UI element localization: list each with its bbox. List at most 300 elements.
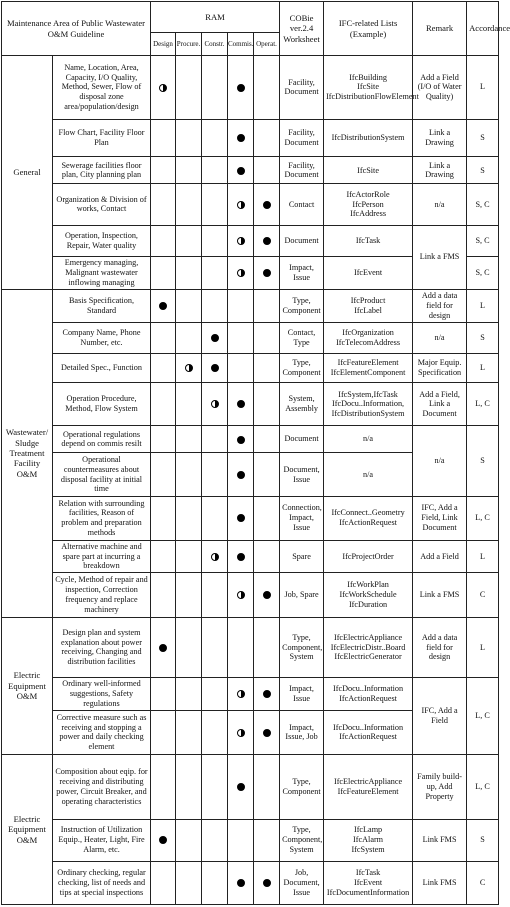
cobie-worksheet: Impact, Issue (280, 256, 324, 289)
accordance: S (467, 119, 499, 157)
ifc-entry: IfcDistributionSystem (331, 409, 405, 419)
ifc-list (324, 157, 413, 184)
remark: n/a (413, 184, 467, 225)
remark: Major Equip. Specification (413, 354, 467, 383)
ifc-list (324, 354, 413, 383)
remark: n/a (413, 322, 467, 353)
ram-cell (151, 56, 176, 120)
ifc-entry: IfcProduct (350, 295, 386, 305)
accordance: S, C (467, 184, 499, 225)
ram-cell (202, 383, 228, 426)
ram-cell (176, 354, 202, 383)
filled-circle-icon (237, 553, 245, 561)
accordance: S (467, 322, 499, 353)
ram-cell (176, 289, 202, 322)
ram-cell (228, 119, 254, 157)
cobie-worksheet: Connection, Impact, Issue (280, 496, 324, 540)
half-circle-icon (185, 364, 193, 372)
ifc-list (324, 819, 413, 861)
ram-cell (176, 56, 202, 120)
ifc-entry: IfcDocu..Information, (332, 399, 405, 409)
remark: Link a Drawing (413, 157, 467, 184)
ifc-entry: IfcElectricAppliance (333, 632, 403, 642)
ram-cell (151, 157, 176, 184)
ifc-entry: IfcElementComponent (330, 368, 406, 378)
accordance: C (467, 573, 499, 617)
ifc-list (324, 225, 413, 256)
accordance: C (467, 861, 499, 904)
filled-circle-icon (263, 591, 271, 599)
filled-circle-icon (263, 201, 271, 209)
ifc-list (324, 711, 413, 755)
maintenance-item: Company Name, Phone Number, etc. (53, 322, 151, 353)
filled-circle-icon (237, 783, 245, 791)
ifc-entry: IfcConnect..Geometry (331, 508, 405, 518)
table-row (2, 426, 499, 453)
filled-circle-icon (263, 237, 271, 245)
ram-cell (151, 426, 176, 453)
ifc-entry: IfcElectricDistr..Board (330, 642, 406, 652)
ram-cell (254, 184, 280, 225)
filled-circle-icon (159, 302, 167, 310)
ram-cell (202, 819, 228, 861)
maintenance-item: Operational regulations depend on commis resilt (53, 426, 151, 453)
ram-cell (176, 496, 202, 540)
ram-operat-header: Operat. (254, 33, 280, 56)
maintenance-item: Detailed Spec., Function (53, 354, 151, 383)
ifc-list (324, 453, 413, 497)
ifc-list (324, 573, 413, 617)
ram-cell (254, 754, 280, 819)
ram-cell (254, 711, 280, 755)
half-circle-icon (159, 84, 167, 92)
accordance-header: Accordance (467, 2, 499, 56)
table-row (2, 322, 499, 353)
ifc-entry: n/a (363, 469, 374, 479)
ifc-entry: IfcDistributionSystem (331, 133, 405, 143)
accordance: L (467, 56, 499, 120)
maintenance-item: Name, Location, Area, Capacity, I/O Quality, Method, Sewer, Flow of disposal zone area/population/design (53, 56, 151, 120)
ram-cell (254, 322, 280, 353)
filled-circle-icon (263, 879, 271, 887)
ifc-header: IFC-related Lists (Example) (324, 2, 413, 56)
ifc-entry: IfcBuilding (349, 72, 387, 82)
maintenance-item: Operational countermeasures about disposal facility at initial time (53, 453, 151, 497)
ram-cell (202, 256, 228, 289)
remark: Link FMS (413, 861, 467, 904)
accordance: L, C (467, 383, 499, 426)
ram-cell (228, 426, 254, 453)
cobie-worksheet: Type, Component (280, 289, 324, 322)
ram-cell (254, 540, 280, 573)
section-category: Electric Equipment O&M (2, 617, 53, 754)
ifc-entry: IfcDocu..Information (333, 684, 404, 694)
ram-cell (254, 861, 280, 904)
accordance: S (467, 157, 499, 184)
ram-cell (228, 383, 254, 426)
remark: IFC, Add a Field (413, 678, 467, 755)
ram-cell (151, 256, 176, 289)
table-row (2, 225, 499, 256)
ifc-list (324, 426, 413, 453)
table-row (2, 540, 499, 573)
maintenance-item: Cycle, Method of repair and inspection, Correction frequency and replace machinery (53, 573, 151, 617)
ram-cell (202, 540, 228, 573)
ram-cell (151, 496, 176, 540)
ram-cell (254, 678, 280, 711)
remark: IFC, Add a Field, Link Document (413, 496, 467, 540)
ram-cell (202, 617, 228, 677)
remark: Add a Field (I/O of Water Quality) (413, 56, 467, 120)
accordance: L (467, 540, 499, 573)
maintenance-item: Ordinary well-informed suggestions, Safety regulations (53, 678, 151, 711)
maintenance-item: Flow Chart, Facility Floor Plan (53, 119, 151, 157)
cobie-worksheet: Type, Component (280, 754, 324, 819)
filled-circle-icon (237, 134, 245, 142)
accordance: L (467, 617, 499, 677)
ram-cell (202, 496, 228, 540)
ram-cell (202, 322, 228, 353)
maintenance-item: Relation with surrounding facilities, Reason of problem and preparation methods (53, 496, 151, 540)
ifc-entry: IfcSystem,IfcTask (338, 389, 398, 399)
cobie-worksheet: Contact (280, 184, 324, 225)
ram-cell (228, 496, 254, 540)
section-category: Wastewater/ Sludge Treatment Facility O&M (2, 289, 53, 617)
ram-cell (176, 573, 202, 617)
ram-cell (228, 678, 254, 711)
ram-header: RAM (151, 2, 280, 33)
accordance: L (467, 354, 499, 383)
cobie-worksheet: Facility, Document (280, 157, 324, 184)
ram-cell (176, 119, 202, 157)
ifc-entry: IfcAddress (350, 209, 387, 219)
filled-circle-icon (237, 436, 245, 444)
ram-cell (202, 426, 228, 453)
ifc-entry: IfcDistributionFlowElement (326, 92, 419, 102)
ram-cell (228, 861, 254, 904)
maintenance-item: Ordinary checking, regular checking, list of needs and tips at special inspections (53, 861, 151, 904)
ifc-entry: IfcLabel (354, 305, 382, 315)
cobie-worksheet: Type, Component (280, 354, 324, 383)
table-row (2, 617, 499, 677)
maintenance-item: Operation Procedure, Method, Flow System (53, 383, 151, 426)
ram-cell (176, 754, 202, 819)
ram-cell (176, 184, 202, 225)
ram-cell (254, 453, 280, 497)
table-row (2, 184, 499, 225)
ifc-list (324, 496, 413, 540)
ram-cell (176, 383, 202, 426)
ram-cell (176, 678, 202, 711)
ram-cell (202, 354, 228, 383)
ifc-list (324, 56, 419, 120)
remark: Add a data field for design (413, 289, 467, 322)
cobie-worksheet: Spare (280, 540, 324, 573)
ram-cell (254, 119, 280, 157)
cobie-worksheet: Facility, Document (280, 119, 324, 157)
filled-circle-icon (237, 400, 245, 408)
half-circle-icon (237, 269, 245, 277)
filled-circle-icon (237, 514, 245, 522)
ram-cell (151, 453, 176, 497)
ram-cell (176, 225, 202, 256)
ifc-entry: IfcLamp (353, 825, 383, 835)
ifc-entry: IfcTask (355, 235, 381, 245)
ram-cell (228, 225, 254, 256)
cobie-worksheet: Type, Component, System (280, 819, 324, 861)
ifc-list (324, 119, 413, 157)
ram-cell (202, 56, 228, 120)
ifc-entry: IfcActionRequest (339, 732, 397, 742)
ifc-entry: IfcDocumentInformation (326, 887, 410, 897)
section-category: General (2, 56, 53, 290)
ram-cell (151, 322, 176, 353)
ram-cell (202, 678, 228, 711)
ram-cell (151, 754, 176, 819)
ifc-entry: IfcOrganization (342, 328, 394, 338)
maintenance-item: Operation, Inspection, Repair, Water quality (53, 225, 151, 256)
cobie-worksheet: Job, Spare (280, 573, 324, 617)
ifc-entry: IfcWorkPlan (347, 580, 389, 590)
ram-cell (228, 711, 254, 755)
filled-circle-icon (263, 729, 271, 737)
ram-cell (202, 861, 228, 904)
ifc-list (324, 289, 413, 322)
ram-cell (228, 256, 254, 289)
ram-cell (176, 540, 202, 573)
ifc-entry: IfcAlarm (353, 835, 384, 845)
cobie-worksheet: Facility, Document (280, 56, 324, 120)
cobie-header: COBie ver.2.4 Worksheet (280, 2, 324, 56)
cobie-worksheet: Impact, Issue (280, 678, 324, 711)
filled-circle-icon (159, 644, 167, 652)
ram-cell (151, 289, 176, 322)
ifc-entry: IfcFeatureElement (337, 358, 399, 368)
maintenance-item: Sewerage facilities floor plan, City planning plan (53, 157, 151, 184)
cobie-worksheet: Contact, Type (280, 322, 324, 353)
remark: Add a Field (413, 540, 467, 573)
ifc-list (324, 754, 413, 819)
ifc-entry: IfcEvent (353, 267, 383, 277)
remark: Link FMS (413, 819, 467, 861)
ifc-entry: IfcSystem (351, 845, 385, 855)
ifc-entry: IfcElectricGenerator (334, 652, 402, 662)
ifc-entry: IfcWorkSchedule (339, 590, 397, 600)
remark: Link a Drawing (413, 119, 467, 157)
accordance: S (467, 426, 499, 497)
ram-cell (151, 573, 176, 617)
filled-circle-icon (263, 690, 271, 698)
ram-cell (176, 322, 202, 353)
ram-design-header: Design (151, 33, 176, 56)
ram-cell (176, 157, 202, 184)
table-row (2, 861, 499, 904)
ram-cell (202, 184, 228, 225)
remark: Link a FMS (413, 573, 467, 617)
filled-circle-icon (263, 269, 271, 277)
table-row (2, 119, 499, 157)
ram-cell (228, 453, 254, 497)
ram-cell (228, 754, 254, 819)
remark: Family build-up, Add Property (413, 754, 467, 819)
remark: Add a Field, Link a Document (413, 383, 467, 426)
ram-cell (202, 289, 228, 322)
table-row (2, 289, 499, 322)
maintenance-item: Organization & Division of works, Contact (53, 184, 151, 225)
section-category: Electric Equipment O&M (2, 754, 53, 904)
ifc-entry: IfcDuration (348, 600, 388, 610)
cobie-worksheet: Document (280, 426, 324, 453)
ram-cell (202, 711, 228, 755)
ram-constr-header: Constr. (202, 33, 228, 56)
accordance: S (467, 819, 499, 861)
filled-circle-icon (237, 471, 245, 479)
ifc-entry: n/a (363, 434, 374, 444)
accordance: L, C (467, 496, 499, 540)
table-row (2, 496, 499, 540)
remark: n/a (413, 426, 467, 497)
ram-cell (254, 354, 280, 383)
ram-cell (151, 861, 176, 904)
ifc-entry: IfcActorRole (346, 189, 390, 199)
ifc-list (324, 383, 413, 426)
ram-cell (228, 354, 254, 383)
table-row (2, 819, 499, 861)
ram-cell (176, 426, 202, 453)
ram-cell (228, 573, 254, 617)
ram-cell (202, 754, 228, 819)
filled-circle-icon (237, 84, 245, 92)
ifc-list (324, 184, 413, 225)
ram-cell (151, 354, 176, 383)
ram-cell (151, 225, 176, 256)
ifc-entry: IfcPerson (352, 199, 384, 209)
half-circle-icon (237, 690, 245, 698)
half-circle-icon (237, 237, 245, 245)
ram-cell (176, 256, 202, 289)
ifc-entry: IfcElectricAppliance (333, 776, 403, 786)
half-circle-icon (237, 729, 245, 737)
table-row (2, 573, 499, 617)
ifc-entry: IfcSite (357, 82, 379, 92)
filled-circle-icon (211, 334, 219, 342)
ifc-entry: IfcDocu..Information (333, 722, 404, 732)
accordance: L, C (467, 754, 499, 819)
ram-procure-header: Procure. (176, 33, 202, 56)
ram-cell (176, 453, 202, 497)
ram-cell (202, 573, 228, 617)
ifc-list (324, 617, 413, 677)
ifc-entry: IfcEvent (353, 877, 383, 887)
ram-cell (254, 573, 280, 617)
accordance: L (467, 289, 499, 322)
area-header: Maintenance Area of Public Wastewater O&M Guideline (2, 2, 151, 56)
maintenance-item: Design plan and system explanation about power receiving, Changing and distribution facilities (53, 617, 151, 677)
maintenance-item: Alternative machine and spare part at incurring a breakdown (53, 540, 151, 573)
filled-circle-icon (211, 364, 219, 372)
ifc-list (324, 322, 413, 353)
maintenance-item: Emergency managing, Malignant wastewater inflowing managing (53, 256, 151, 289)
ifc-entry: IfcSite (357, 165, 379, 175)
ifc-entry: IfcActionRequest (339, 694, 397, 704)
ifc-entry: IfcFeatureElement (337, 786, 399, 796)
ram-cell (254, 496, 280, 540)
ifc-entry: IfcActionRequest (339, 518, 397, 528)
table-row (2, 354, 499, 383)
ram-cell (228, 157, 254, 184)
cobie-worksheet: Document (280, 225, 324, 256)
table-row (2, 157, 499, 184)
ifc-entry: IfcProjectOrder (342, 551, 394, 561)
ram-cell (151, 617, 176, 677)
ram-cell (254, 819, 280, 861)
ram-cell (202, 157, 228, 184)
ram-cell (228, 184, 254, 225)
ram-cell (151, 540, 176, 573)
maintenance-item: Basis Specification, Standard (53, 289, 151, 322)
half-circle-icon (211, 400, 219, 408)
ram-cell (228, 289, 254, 322)
table-row (2, 383, 499, 426)
remark-header: Remark (413, 2, 467, 56)
ram-cell (254, 617, 280, 677)
half-circle-icon (237, 201, 245, 209)
ifc-entry: IfcTelecomAddress (336, 337, 401, 347)
filled-circle-icon (237, 167, 245, 175)
half-circle-icon (211, 553, 219, 561)
ram-cell (254, 289, 280, 322)
filled-circle-icon (237, 879, 245, 887)
ram-cell (202, 453, 228, 497)
accordance: L, C (467, 678, 499, 755)
ifc-list (324, 678, 413, 711)
table-row (2, 678, 499, 711)
ram-cell (176, 711, 202, 755)
ram-cell (202, 119, 228, 157)
ram-cell (176, 819, 202, 861)
cobie-worksheet: Job, Document, Issue (280, 861, 324, 904)
cobie-worksheet: System, Assembly (280, 383, 324, 426)
cobie-worksheet: Impact, Issue, Job (280, 711, 324, 755)
ram-cell (176, 617, 202, 677)
ram-cell (151, 383, 176, 426)
matrix-body (2, 56, 499, 905)
ram-cell (202, 225, 228, 256)
om-matrix-table (1, 1, 510, 905)
ifc-list (324, 540, 413, 573)
accordance: S, C (467, 256, 499, 289)
remark: Add a data field for design (413, 617, 467, 677)
ram-cell (151, 711, 176, 755)
ram-cell (254, 383, 280, 426)
ram-cell (228, 56, 254, 120)
filled-circle-icon (159, 836, 167, 844)
ram-cell (254, 157, 280, 184)
maintenance-item: Composition about eqip. for receiving and distributing power, Circuit Breaker, and operating characteristics (53, 754, 151, 819)
table-row (2, 56, 499, 120)
ifc-list (324, 256, 413, 289)
cobie-worksheet: Type, Component, System (280, 617, 324, 677)
ram-cell (254, 256, 280, 289)
ram-cell (228, 540, 254, 573)
ifc-entry: IfcTask (355, 868, 381, 878)
ifc-list (324, 861, 413, 904)
ram-cell (228, 819, 254, 861)
ram-cell (151, 819, 176, 861)
maintenance-item: Instruction of Utilization Equip., Heater, Light, Fire Alarm, etc. (53, 819, 151, 861)
ram-cell (228, 322, 254, 353)
half-circle-icon (237, 591, 245, 599)
